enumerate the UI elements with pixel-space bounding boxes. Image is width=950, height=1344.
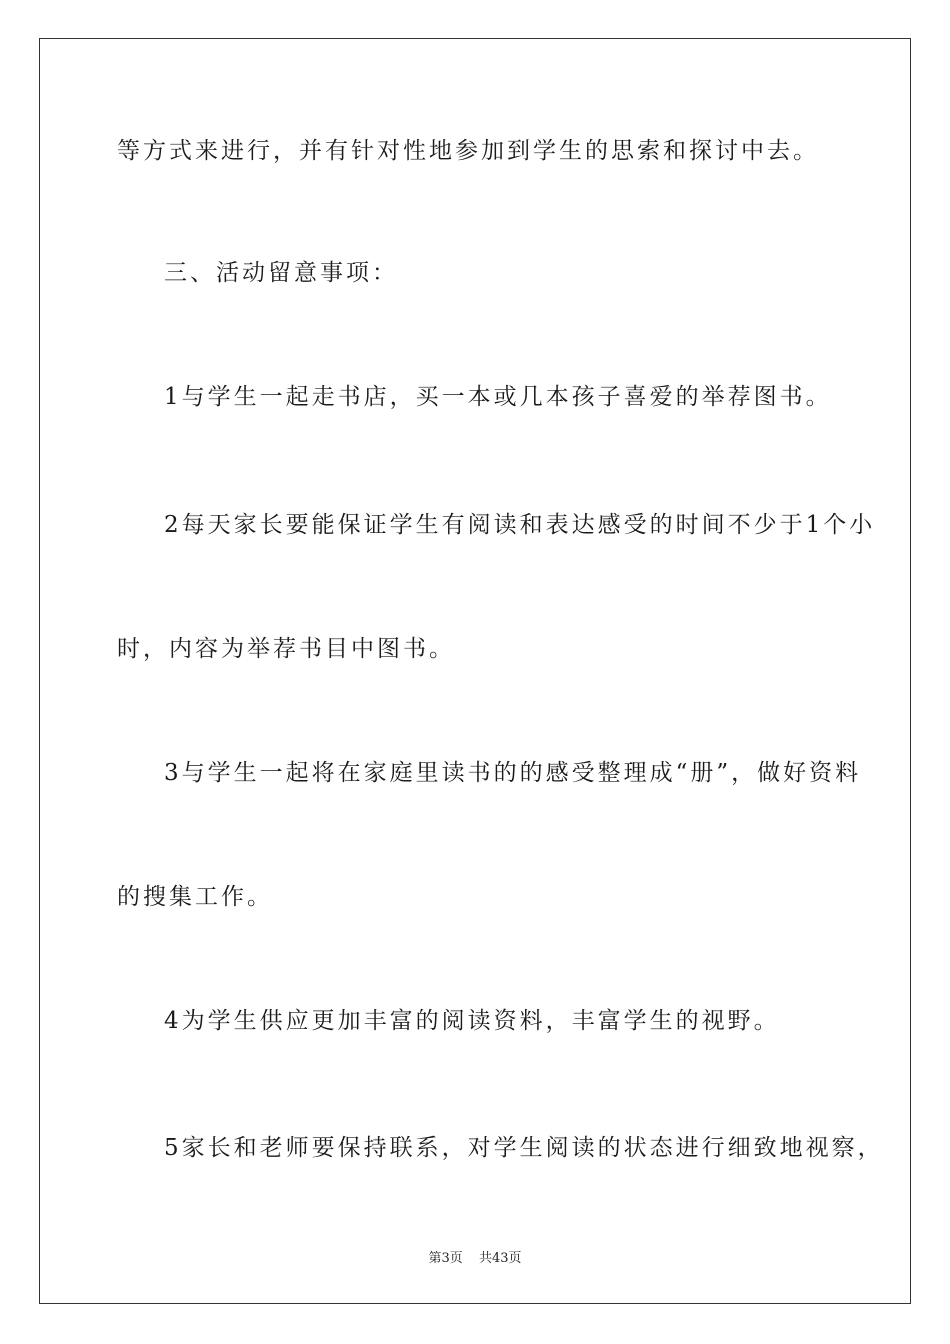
page-total: 共43页 <box>478 1251 522 1266</box>
page-number: 第3页 <box>428 1251 463 1266</box>
list-item-5: 5家长和老师要保持联系，对学生阅读的状态进行细致地视察， <box>164 1135 884 1161</box>
list-item-3: 3与学生一起将在家庭里读书的的感受整理成“册”，做好资料 <box>164 760 862 786</box>
list-item-2: 2每天家长要能保证学生有阅读和表达感受的时间不少于1个小 <box>164 512 876 538</box>
list-item-1: 1与学生一起走书店，买一本或几本孩子喜爱的举荐图书。 <box>164 384 832 410</box>
paragraph-line-1: 等方式来进行，并有针对性地参加到学生的思索和探讨中去。 <box>117 138 819 164</box>
page-border <box>39 38 911 1304</box>
list-item-3-continuation: 的搜集工作。 <box>117 884 273 910</box>
section-heading: 三、活动留意事项： <box>164 260 398 286</box>
page-footer <box>0 1247 950 1266</box>
list-item-4: 4为学生供应更加丰富的阅读资料，丰富学生的视野。 <box>164 1008 780 1034</box>
list-item-2-continuation: 时，内容为举荐书目中图书。 <box>117 636 455 662</box>
